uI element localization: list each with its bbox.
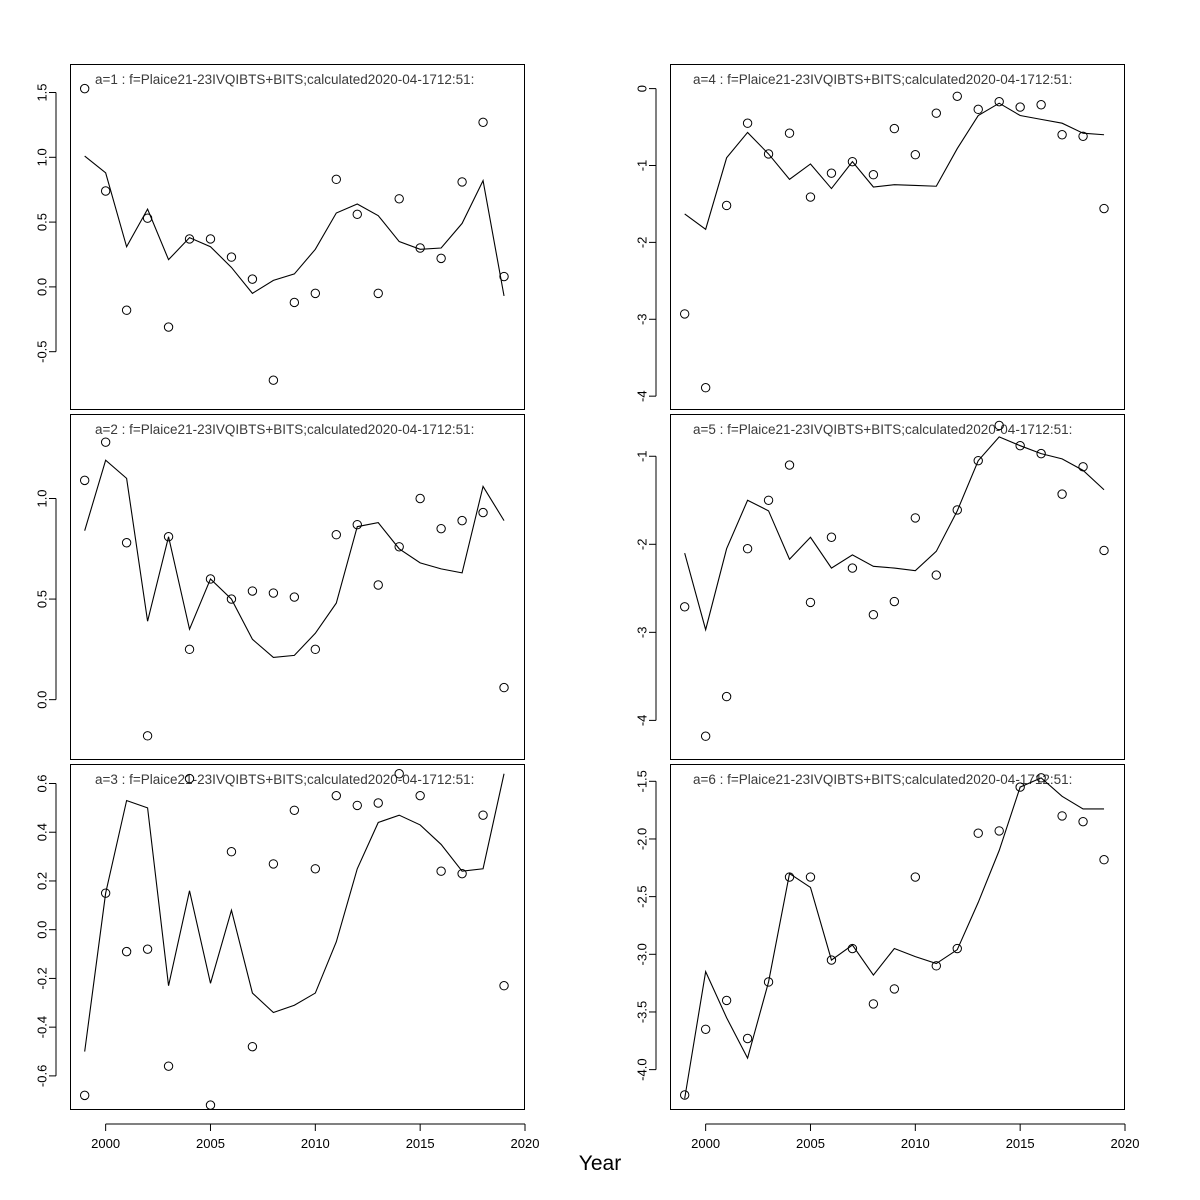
observed-point — [890, 124, 898, 132]
fitted-line — [685, 778, 1104, 1099]
panel-title-a3: a=3 : f=Plaice21-23IVQIBTS+BITS;calculated2020-04-1712:51: — [95, 772, 475, 787]
y-tick-label: 1.0 — [34, 148, 50, 167]
y-tick-label: -0.2 — [34, 967, 50, 990]
series-group — [80, 438, 508, 740]
observed-point — [437, 254, 445, 262]
observed-point — [185, 774, 193, 782]
y-tick-label: -4 — [634, 714, 650, 727]
observed-point — [680, 310, 688, 318]
y-tick-label: -2.5 — [634, 885, 650, 908]
observed-point — [332, 531, 340, 539]
observed-point — [164, 323, 172, 331]
observed-point — [995, 97, 1003, 105]
observed-point — [995, 827, 1003, 835]
observed-point — [80, 476, 88, 484]
y-tick-label: -4.0 — [634, 1058, 650, 1081]
observed-point — [479, 508, 487, 516]
series-group — [680, 774, 1108, 1100]
y-tick-label: 0.0 — [34, 690, 50, 709]
x-tick-label: 2005 — [796, 1136, 825, 1151]
plot-svg-a6 — [600, 700, 1200, 1160]
observed-point — [311, 289, 319, 297]
observed-point — [437, 867, 445, 875]
y-tick-label: 0.0 — [34, 920, 50, 939]
observed-point — [395, 195, 403, 203]
y-tick-label: 0 — [634, 84, 650, 93]
x-tick-label: 2010 — [300, 1136, 330, 1151]
observed-point — [1100, 204, 1108, 212]
observed-point — [290, 593, 298, 601]
plot-svg-a3 — [0, 700, 600, 1160]
observed-point — [1058, 812, 1066, 820]
y-tick-label: -2 — [634, 236, 650, 249]
plot-content — [34, 83, 508, 384]
fitted-line — [85, 156, 504, 296]
observed-point — [806, 193, 814, 201]
observed-point — [437, 524, 445, 532]
x-tick-label: 2000 — [691, 1136, 721, 1151]
series-group — [680, 92, 1108, 392]
observed-point — [458, 516, 466, 524]
observed-point — [122, 306, 130, 314]
observed-point — [479, 811, 487, 819]
y-tick-label: 0.2 — [34, 871, 50, 890]
observed-point — [890, 597, 898, 605]
series-group — [680, 421, 1108, 740]
observed-point — [353, 210, 361, 218]
observed-point — [974, 829, 982, 837]
series-group — [80, 770, 508, 1110]
observed-point — [743, 119, 751, 127]
observed-point — [122, 539, 130, 547]
observed-point — [500, 272, 508, 280]
observed-point — [764, 496, 772, 504]
observed-point — [1079, 817, 1087, 825]
panel-title-a2: a=2 : f=Plaice21-23IVQIBTS+BITS;calculated2020-04-1712:51: — [95, 422, 475, 437]
observed-point — [395, 543, 403, 551]
observed-point — [248, 1042, 256, 1050]
observed-point — [869, 171, 877, 179]
observed-point — [80, 1091, 88, 1099]
fitted-line — [685, 437, 1104, 630]
y-tick-label: 0.0 — [34, 277, 50, 296]
panel-title-a6: a=6 : f=Plaice21-23IVQIBTS+BITS;calculated2020-04-1712:51: — [693, 772, 1073, 787]
observed-point — [722, 996, 730, 1004]
y-tick-label: -4 — [634, 390, 650, 402]
panel-title-a5: a=5 : f=Plaice21-23IVQIBTS+BITS;calculated2020-04-1712:51: — [693, 422, 1073, 437]
y-tick-label: -3 — [634, 626, 650, 639]
observed-point — [479, 118, 487, 126]
x-tick-label: 2005 — [196, 1136, 225, 1151]
observed-point — [353, 801, 361, 809]
y-tick-label: 1.5 — [34, 83, 50, 102]
observed-point — [374, 581, 382, 589]
observed-point — [722, 201, 730, 209]
y-tick-label: 1.0 — [34, 489, 50, 508]
observed-point — [743, 1034, 751, 1042]
observed-point — [806, 873, 814, 881]
observed-point — [248, 275, 256, 283]
observed-point — [869, 611, 877, 619]
observed-point — [1100, 546, 1108, 554]
observed-point — [416, 494, 424, 502]
observed-point — [785, 461, 793, 469]
observed-point — [500, 982, 508, 990]
y-tick-label: -0.6 — [34, 1064, 50, 1088]
plot-content — [34, 438, 508, 740]
observed-point — [911, 873, 919, 881]
x-tick-label: 2000 — [91, 1136, 121, 1151]
observed-point — [269, 860, 277, 868]
observed-point — [500, 683, 508, 691]
observed-point — [890, 985, 898, 993]
observed-point — [827, 169, 835, 177]
observed-point — [1037, 101, 1045, 109]
y-tick-label: -0.5 — [34, 340, 50, 363]
panel-title-a1: a=1 : f=Plaice21-23IVQIBTS+BITS;calculated2020-04-1712:51: — [95, 72, 475, 87]
observed-point — [395, 770, 403, 778]
observed-point — [374, 799, 382, 807]
y-tick-label: -3 — [634, 313, 650, 326]
y-tick-label: -2.0 — [634, 827, 650, 851]
y-tick-label: -2 — [634, 538, 650, 551]
fitted-line — [685, 103, 1104, 229]
observed-point — [785, 129, 793, 137]
observed-point — [332, 791, 340, 799]
observed-point — [1100, 856, 1108, 864]
panel-title-a4: a=4 : f=Plaice21-23IVQIBTS+BITS;calculated2020-04-1712:51: — [693, 72, 1073, 87]
y-tick-label: -3.0 — [634, 943, 650, 966]
observed-point — [911, 151, 919, 159]
y-tick-label: -0.4 — [34, 1015, 50, 1039]
y-tick-label: -1 — [634, 159, 650, 172]
y-tick-label: 0.4 — [34, 823, 50, 842]
series-group — [80, 84, 508, 384]
observed-point — [206, 1101, 214, 1109]
observed-point — [248, 587, 256, 595]
observed-point — [869, 1000, 877, 1008]
y-tick-label: -1.5 — [634, 770, 650, 793]
observed-point — [1058, 490, 1066, 498]
y-tick-label: 0.5 — [34, 590, 50, 609]
y-tick-label: -1 — [634, 450, 650, 463]
observed-point — [974, 105, 982, 113]
observed-point — [806, 598, 814, 606]
observed-point — [143, 214, 151, 222]
observed-point — [701, 1025, 709, 1033]
observed-point — [269, 589, 277, 597]
observed-point — [374, 289, 382, 297]
observed-point — [290, 298, 298, 306]
observed-point — [206, 235, 214, 243]
observed-point — [227, 253, 235, 261]
observed-point — [80, 84, 88, 92]
plot-content — [34, 770, 539, 1151]
x-tick-label: 2020 — [510, 1136, 540, 1151]
x-tick-label: 2010 — [900, 1136, 930, 1151]
y-tick-label: -3.5 — [634, 1000, 650, 1024]
observed-point — [1058, 131, 1066, 139]
y-tick-label: 0.6 — [34, 774, 50, 793]
observed-point — [932, 109, 940, 117]
observed-point — [164, 1062, 172, 1070]
x-tick-label: 2015 — [1005, 1136, 1035, 1151]
fitted-line — [85, 774, 504, 1052]
observed-point — [416, 791, 424, 799]
fitted-line — [85, 460, 504, 657]
observed-point — [827, 533, 835, 541]
observed-point — [332, 175, 340, 183]
observed-point — [743, 545, 751, 553]
x-axis-label: Year — [578, 1152, 622, 1175]
observed-point — [227, 848, 235, 856]
observed-point — [311, 645, 319, 653]
observed-point — [311, 865, 319, 873]
plot-content — [634, 421, 1108, 740]
observed-point — [185, 645, 193, 653]
observed-point — [680, 603, 688, 611]
observed-point — [290, 806, 298, 814]
x-tick-label: 2015 — [405, 1136, 435, 1151]
observed-point — [1016, 103, 1024, 111]
y-tick-label: 0.5 — [34, 213, 50, 232]
observed-point — [995, 421, 1003, 429]
observed-point — [122, 947, 130, 955]
observed-point — [458, 178, 466, 186]
observed-point — [101, 438, 109, 446]
observed-point — [932, 571, 940, 579]
observed-point — [953, 92, 961, 100]
x-tick-label: 2020 — [1110, 1136, 1140, 1151]
plot-content — [634, 770, 1139, 1151]
observed-point — [911, 514, 919, 522]
observed-point — [143, 945, 151, 953]
observed-point — [848, 564, 856, 572]
observed-point — [101, 187, 109, 195]
